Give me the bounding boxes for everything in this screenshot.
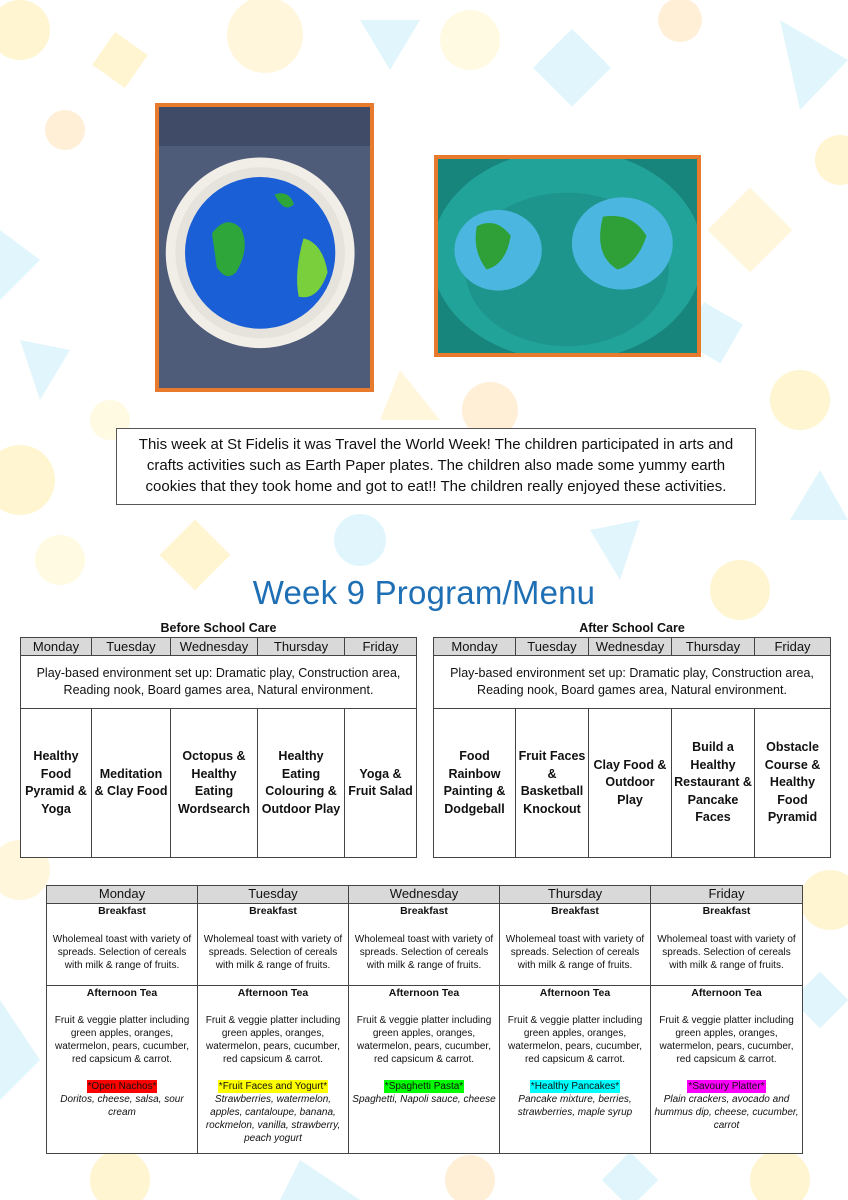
- activity-caption: This week at St Fidelis it was Travel the World Week! The children participated in arts and crafts activities such as Earth Paper plates. The children also made some yummy earth cookies that they took home and got to eat!! The children really enjoyed these activities.: [116, 428, 756, 505]
- special-item-desc: Doritos, cheese, salsa, sour cream: [60, 1094, 184, 1118]
- breakfast-desc: Wholemeal toast with variety of spreads. Selection of cereals with milk & range of fruits.: [354, 934, 494, 971]
- activity-cell: Meditation & Clay Food: [92, 709, 171, 858]
- day-header: Wednesday: [589, 638, 672, 656]
- special-item-name: *Open Nachos*: [87, 1081, 157, 1092]
- day-header: Monday: [21, 638, 92, 656]
- special-item-desc: Plain crackers, avocado and hummus dip, cheese, cucumber, carrot: [654, 1094, 799, 1131]
- menu-day-header: Wednesday: [349, 886, 500, 904]
- after-school-title: After School Care: [579, 621, 685, 635]
- activity-cell: Build a Healthy Restaurant & Pancake Faces: [672, 709, 755, 858]
- day-header: Wednesday: [171, 638, 258, 656]
- earth-cookies-photo: [434, 155, 701, 357]
- breakfast-desc: Wholemeal toast with variety of spreads. Selection of cereals with milk & range of fruits.: [657, 934, 796, 971]
- special-item-desc: Pancake mixture, berries, strawberries, maple syrup: [517, 1094, 633, 1118]
- after-school-program-table: [433, 637, 831, 858]
- before-school-program-table: [20, 637, 417, 858]
- before-school-title: Before School Care: [160, 621, 277, 635]
- special-item-name: *Healthy Pancakes*: [530, 1081, 620, 1092]
- day-header: Friday: [345, 638, 417, 656]
- afternoon-tea-desc: Fruit & veggie platter including green apples, oranges, watermelon, pears, cucumber, red capsicum & carrot.: [205, 1015, 341, 1065]
- afternoon-tea-label: Afternoon Tea: [691, 987, 762, 999]
- menu-day-header: Monday: [47, 886, 198, 904]
- breakfast-desc: Wholemeal toast with variety of spreads. Selection of cereals with milk & range of fruits.: [505, 934, 645, 971]
- breakfast-desc: Wholemeal toast with variety of spreads. Selection of cereals with milk & range of fruits.: [203, 934, 343, 971]
- day-header: Monday: [434, 638, 516, 656]
- afternoon-tea-cell: [198, 986, 349, 1154]
- breakfast-cell: [198, 904, 349, 986]
- breakfast-desc: Wholemeal toast with variety of spreads. Selection of cereals with milk & range of fruits.: [52, 934, 192, 971]
- page-title: Week 9 Program/Menu: [252, 574, 596, 611]
- environment-text: Play-based environment set up: Dramatic play, Construction area, Reading nook, Board games area, Natural environment.: [434, 656, 831, 709]
- afternoon-tea-desc: Fruit & veggie platter including green apples, oranges, watermelon, pears, cucumber, red capsicum & carrot.: [659, 1015, 794, 1065]
- day-header: Tuesday: [516, 638, 589, 656]
- special-item-name: *Savoury Platter*: [688, 1081, 765, 1092]
- breakfast-cell: [349, 904, 500, 986]
- afternoon-tea-cell: [349, 986, 500, 1154]
- menu-day-header: Thursday: [500, 886, 651, 904]
- activity-cell: Healthy Eating Colouring & Outdoor Play: [258, 709, 345, 858]
- breakfast-cell: [47, 904, 198, 986]
- activity-cell: Food Rainbow Painting & Dodgeball: [434, 709, 516, 858]
- afternoon-tea-desc: Fruit & veggie platter including green apples, oranges, watermelon, pears, cucumber, red capsicum & carrot.: [54, 1015, 190, 1065]
- afternoon-tea-cell: [47, 986, 198, 1154]
- menu-day-header: Tuesday: [198, 886, 349, 904]
- afternoon-tea-desc: Fruit & veggie platter including green apples, oranges, watermelon, pears, cucumber, red capsicum & carrot.: [507, 1015, 643, 1065]
- activity-cell: Fruit Faces & Basketball Knockout: [516, 709, 589, 858]
- environment-text: Play-based environment set up: Dramatic play, Construction area, Reading nook, Board games area, Natural environment.: [21, 656, 417, 709]
- breakfast-cell: [500, 904, 651, 986]
- weekly-menu-table: [46, 885, 803, 1154]
- activity-cell: Clay Food & Outdoor Play: [589, 709, 672, 858]
- breakfast-label: Breakfast: [249, 905, 297, 917]
- breakfast-label: Breakfast: [400, 905, 448, 917]
- earth-paper-plate-photo: [155, 103, 374, 392]
- afternoon-tea-label: Afternoon Tea: [388, 987, 460, 999]
- breakfast-label: Breakfast: [551, 905, 599, 917]
- activity-cell: Obstacle Course & Healthy Food Pyramid: [755, 709, 831, 858]
- breakfast-label: Breakfast: [702, 905, 751, 917]
- menu-day-header: Friday: [651, 886, 803, 904]
- breakfast-label: Breakfast: [98, 905, 146, 917]
- afternoon-tea-label: Afternoon Tea: [86, 987, 158, 999]
- afternoon-tea-desc: Fruit & veggie platter including green apples, oranges, watermelon, pears, cucumber, red capsicum & carrot.: [356, 1015, 492, 1065]
- afternoon-tea-cell: [500, 986, 651, 1154]
- day-header: Tuesday: [92, 638, 171, 656]
- day-header: Friday: [755, 638, 831, 656]
- special-item-name: *Spaghetti Pasta*: [384, 1081, 464, 1092]
- day-header: Thursday: [672, 638, 755, 656]
- activity-cell: Yoga & Fruit Salad: [345, 709, 417, 858]
- breakfast-cell: [651, 904, 803, 986]
- afternoon-tea-label: Afternoon Tea: [237, 987, 309, 999]
- special-item-name: *Fruit Faces and Yogurt*: [218, 1081, 328, 1092]
- special-item-desc: Spaghetti, Napoli sauce, cheese: [352, 1094, 496, 1105]
- activity-cell: Octopus & Healthy Eating Wordsearch: [171, 709, 258, 858]
- activity-cell: Healthy Food Pyramid & Yoga: [21, 709, 92, 858]
- day-header: Thursday: [258, 638, 345, 656]
- special-item-desc: Strawberries, watermelon, apples, cantaloupe, banana, rockmelon, vanilla, strawberry, peach yogurt: [205, 1094, 341, 1144]
- afternoon-tea-cell: [651, 986, 803, 1154]
- afternoon-tea-label: Afternoon Tea: [539, 987, 611, 999]
